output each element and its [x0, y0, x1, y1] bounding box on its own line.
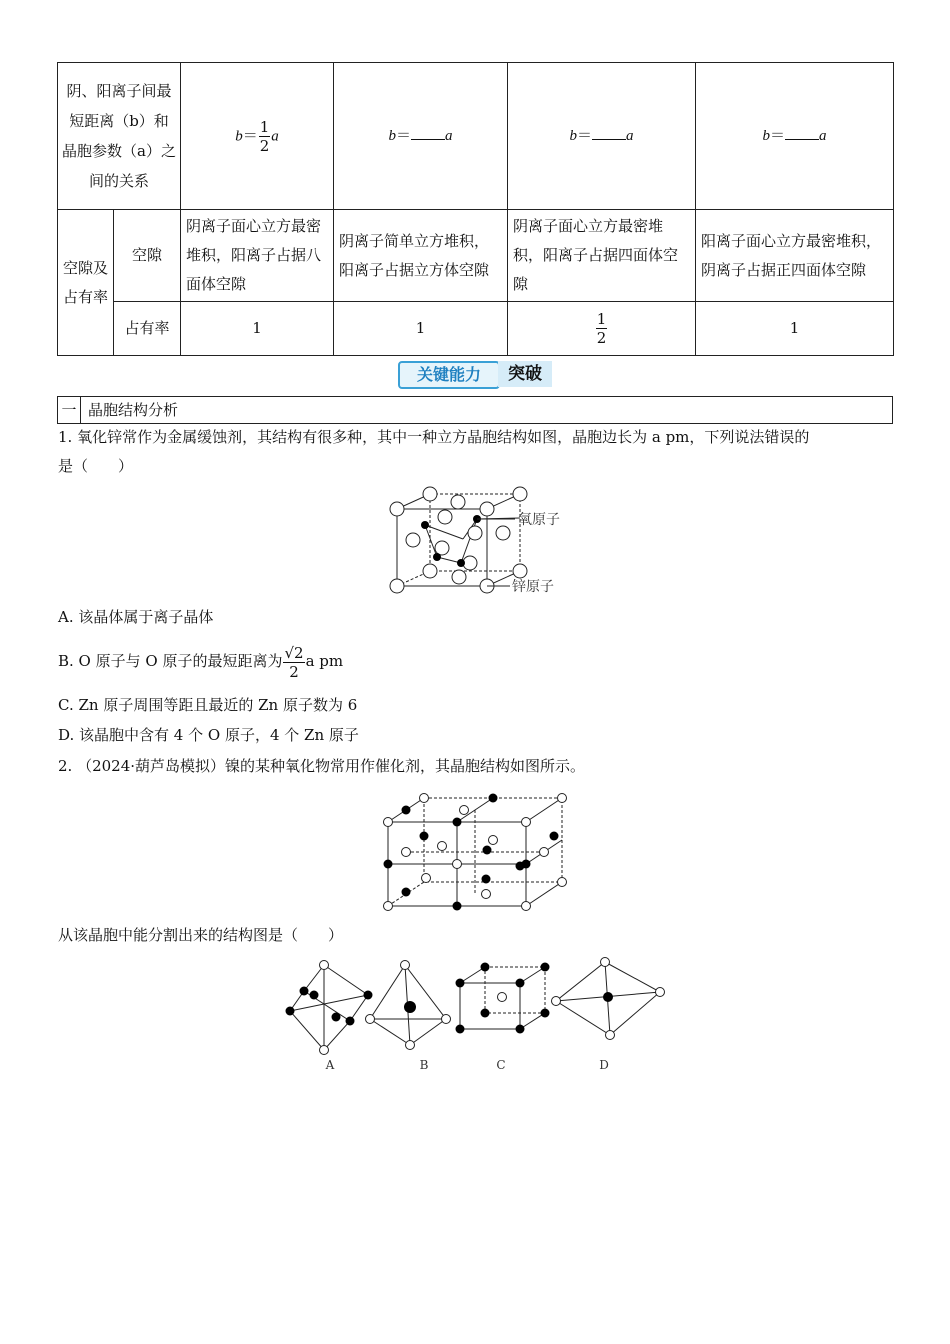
answer-blank[interactable]: [592, 125, 626, 140]
formula-cell-4: b＝ a: [696, 63, 894, 210]
formula-cell-1: b＝ $\frac{1}{2}$ a: [181, 63, 334, 210]
formula-cell-3: b＝ a: [508, 63, 696, 210]
section-number: 一: [58, 397, 81, 423]
q1-option-c[interactable]: C. Zn 原子周围等距且最近的 Zn 原子数为 6: [58, 696, 358, 714]
zno-unit-cell-figure: [385, 485, 575, 600]
banner-rest: 突破: [498, 361, 552, 387]
section-title: 晶胞结构分析: [88, 401, 179, 419]
q2-choices-figure: [280, 955, 670, 1075]
occupancy-label: 占有率: [114, 302, 181, 356]
section-header: [57, 396, 893, 424]
oxygen-label: 氧原子: [518, 512, 560, 528]
q2-stem: 2. （2024·葫芦岛模拟）镍的某种氧化物常用作催化剂，其晶胞结构如图所示。: [58, 757, 586, 775]
q1-option-a[interactable]: A. 该晶体属于离子晶体: [58, 608, 214, 626]
choice-a-label: A: [325, 1058, 335, 1072]
choice-b-label: B: [419, 1058, 429, 1072]
q1-option-b[interactable]: B. O 原子与 O 原子的最短距离为 $\frac{√2}{2}$ a pm: [58, 643, 344, 681]
void-cell-2: 阴离子简单立方堆积，阳离子占据立方体空隙: [334, 210, 508, 302]
occupancy-cell-2: 1: [334, 302, 508, 356]
void-cell-4: 阳离子面心立方最密堆积，阴离子占据正四面体空隙: [696, 210, 894, 302]
void-cell-3: 阴离子面心立方最密堆积，阳离子占据四面体空隙: [508, 210, 696, 302]
void-label: 空隙: [114, 210, 181, 302]
banner-tag: 关键能力: [398, 361, 500, 389]
q1-stem-line2: 是（ ）: [58, 457, 134, 475]
formula-cell-2: b＝ a: [334, 63, 508, 210]
void-cell-1: 阴离子面心立方最密堆积，阳离子占据八面体空隙: [181, 210, 334, 302]
choice-d-label: D: [599, 1058, 609, 1072]
q1-option-d[interactable]: D. 该晶胞中含有 4 个 O 原子，4 个 Zn 原子: [58, 726, 359, 744]
ionic-crystal-table: [57, 62, 894, 356]
distance-header: 阴、阳离子间最短距离（b）和晶胞参数（a）之间的关系: [58, 63, 181, 210]
answer-blank[interactable]: [785, 125, 819, 140]
occupancy-cell-1: 1: [181, 302, 334, 356]
answer-blank[interactable]: [411, 125, 445, 140]
choice-c-label: C: [496, 1058, 506, 1072]
void-group-label: 空隙及占有率: [58, 210, 114, 356]
occupancy-cell-4: 1: [696, 302, 894, 356]
occupancy-cell-3: $\frac{1}{2}$: [508, 302, 696, 356]
nio-unit-cell-figure: [380, 790, 570, 915]
q1-stem-line1: 1. 氧化锌常作为金属缓蚀剂，其结构有很多种，其中一种立方晶胞结构如图，晶胞边长为 a pm，下列说法错误的: [58, 428, 810, 446]
zinc-label: 锌原子: [512, 579, 554, 595]
q2-question: 从该晶胞中能分割出来的结构图是（ ）: [58, 926, 344, 944]
